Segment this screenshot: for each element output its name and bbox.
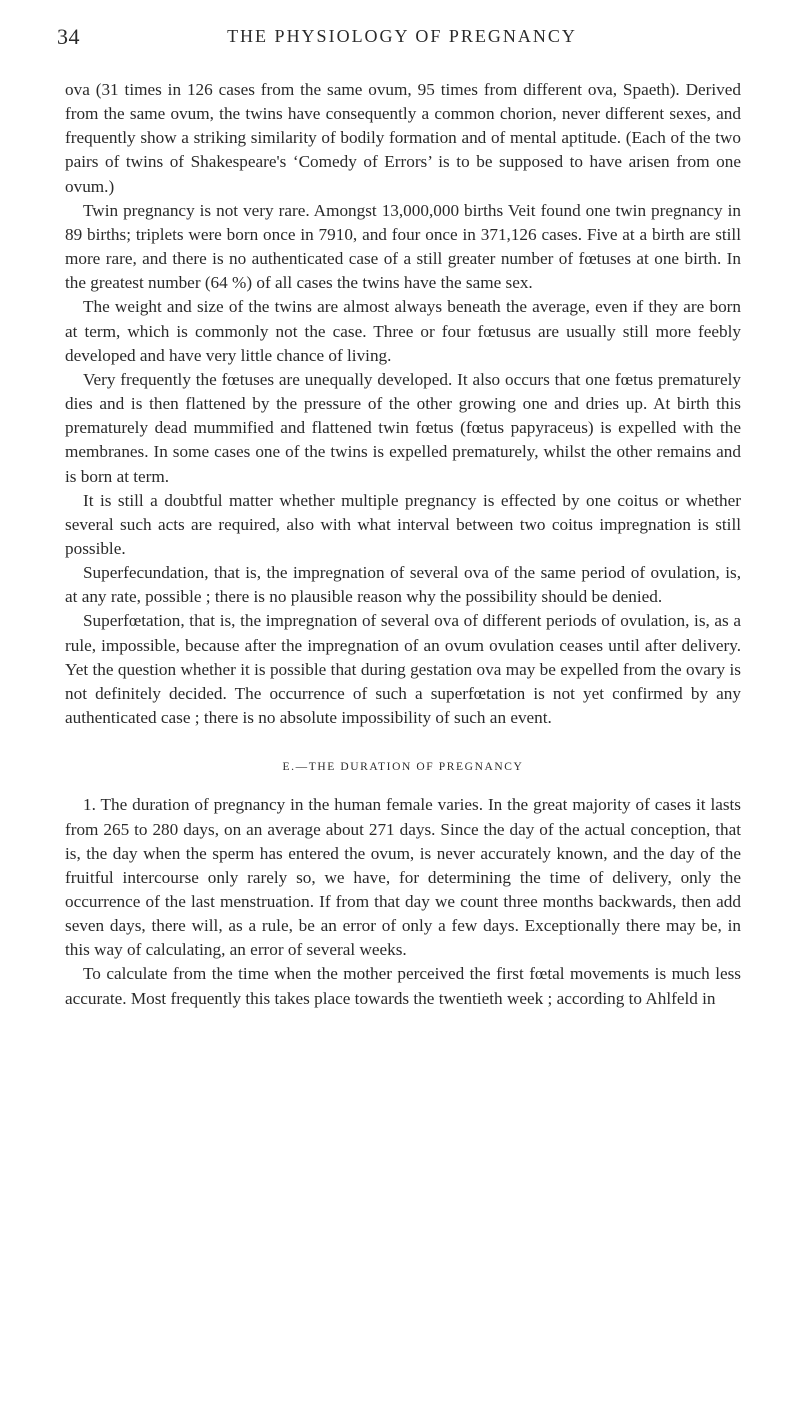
paragraph: It is still a doubtful matter whether multiple pregnancy is effected by one coitus or whether several such acts are required, also with what interval between two coitus impregnation is still possible.	[65, 490, 741, 558]
paragraph: Very frequently the fœtuses are unequally developed. It also occurs that one fœtus prematurely dies and is then flattened by the pressure of the other growing one and dries up. At birth this prematurely dead mummified and flattened twin fœtus (fœtus papyraceus) is expelled with the membranes. In some cases one of the twins is expelled prematurely, whilst the other remains and is born at term.	[65, 369, 741, 486]
running-title: THE PHYSIOLOGY OF PREGNANCY	[227, 26, 577, 46]
paragraph: 1. The duration of pregnancy in the human female varies. In the great majority of cases it lasts from 265 to 280 days, on an average about 271 days. Since the day of the actual conception, that is, the day when the sperm has entered the ovum, is never accurately known, and the day of the fruitful intercourse only rarely so, we have, for determining the time of delivery, only the occurrence of the last menstruation. If from that day we count three months backwards, then add seven days, there will, as a rule, be an error of only a few days. Exceptionally there may be, in this way of calculating, an error of several weeks.	[65, 795, 741, 960]
body-text	[65, 78, 741, 1011]
paragraph: Superfœtation, that is, the impregnation of several ova of different periods of ovulation, is, as a rule, impossible, because after the impregnation of an ovum ovulation ceases until after delivery. Yet the question whether it is possible that during gestation ova may be expelled from the ovary is not definitely decided. The occurrence of such a superfœtation is not yet confirmed by any authenticated case ; there is no absolute impossibility of such an event.	[65, 611, 741, 728]
paragraph: Twin pregnancy is not very rare. Amongst 13,000,000 births Veit found one twin pregnancy in 89 births; triplets were born once in 7910, and four once in 371,126 cases. Five at a birth are still more rare, and there is no authenticated case of a still greater number of fœtuses at one birth. In the greatest number (64 %) of all cases the twins have the same sex.	[65, 200, 741, 293]
section-heading: E.—THE DURATION OF PREGNANCY	[282, 761, 524, 774]
paragraph: To calculate from the time when the mother perceived the first fœtal movements is much less accurate. Most frequently this takes place towards the twentieth week ; according to Ahlfeld in	[65, 964, 741, 1008]
paragraph: ova (31 times in 126 cases from the same ovum, 95 times from different ova, Spaeth). Derived from the same ovum, the twins have consequently a common chorion, never different sexes, and frequently show a striking similarity of bodily formation and of mental aptitude. (Each of the two pairs of twins of Shakespeare's ‘Comedy of Errors’ is to be supposed to have arisen from one ovum.)	[65, 80, 741, 196]
paragraph: The weight and size of the twins are almost always beneath the average, even if they are born at term, which is commonly not the case. Three or four fœtusus are usually still more feebly developed and have very little chance of living.	[65, 297, 741, 365]
paragraph: Superfecundation, that is, the impregnation of several ova of the same period of ovulation, is, at any rate, possible ; there is no plausible reason why the possibility should be denied.	[65, 563, 741, 607]
page-number: 34	[57, 24, 80, 49]
page-header	[57, 24, 747, 64]
